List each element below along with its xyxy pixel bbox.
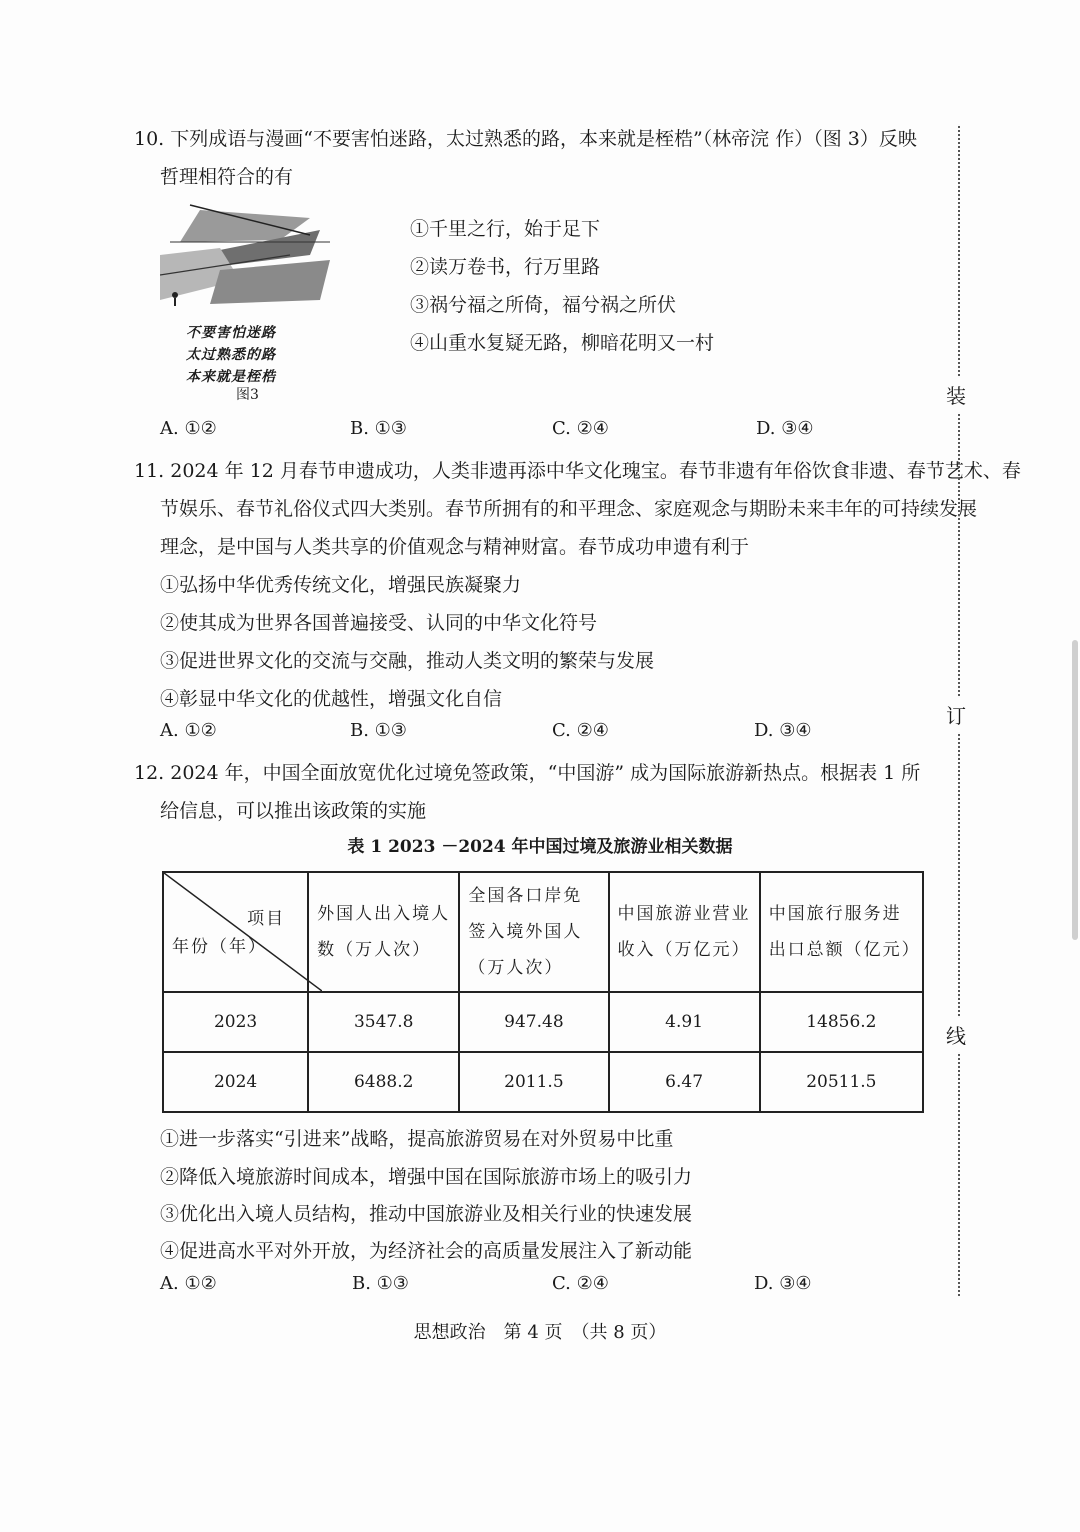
q12-item-3: ③优化出入境人员结构，推动中国旅游业及相关行业的快速发展: [160, 1203, 693, 1225]
q10-stem-line1: 10. 下列成语与漫画“不要害怕迷路，太过熟悉的路，本来就是桎梏”（林帝浣 作）（图 3）反映: [134, 128, 917, 150]
q11-stem-line2: 节娱乐、春节礼俗仪式四大类别。春节所拥有的和平理念、家庭观念与期盼未来丰年的可持续发展: [160, 498, 978, 520]
q12-option-a[interactable]: A. ①②: [160, 1273, 217, 1294]
q11-option-d[interactable]: D. ③④: [754, 720, 812, 741]
table-cell: 3547.8: [308, 992, 459, 1052]
cartoon-caption-3: 本来就是桎梏: [186, 369, 276, 385]
data-table: [162, 871, 924, 1113]
q11-item-3: ③促进世界文化的交流与交融，推动人类文明的繁荣与发展: [160, 650, 655, 672]
q11-item-4: ④彰显中华文化的优越性，增强文化自信: [160, 688, 503, 710]
q12-stem-line2: 给信息，可以推出该政策的实施: [160, 800, 427, 822]
table-cell: 2011.5: [459, 1052, 608, 1112]
table-cell: 4.91: [609, 992, 760, 1052]
q10-options: [160, 418, 860, 448]
q12-option-d[interactable]: D. ③④: [754, 1273, 812, 1294]
page-footer: 思想政治 第 4 页 （共 8 页）: [413, 1322, 667, 1343]
q10-option-d[interactable]: D. ③④: [756, 418, 814, 439]
cartoon-caption-2: 太过熟悉的路: [186, 347, 276, 363]
binding-char-ding: 订: [946, 696, 966, 733]
q12-item-1: ①进一步落实“引进来”战略，提高旅游贸易在对外贸易中比重: [160, 1128, 674, 1150]
q11-option-b[interactable]: B. ①③: [350, 720, 407, 741]
table-row: [163, 992, 923, 1052]
table-cell-year: 2023: [163, 992, 308, 1052]
table-cell: 14856.2: [760, 992, 923, 1052]
cartoon-caption-1: 不要害怕迷路: [186, 325, 276, 341]
q11-item-2: ②使其成为世界各国普遍接受、认同的中华文化符号: [160, 612, 598, 634]
q12-option-c[interactable]: C. ②④: [552, 1273, 609, 1294]
binding-char-xian: 线: [946, 1016, 966, 1053]
scrollbar[interactable]: [1072, 640, 1078, 940]
table-cell: 6488.2: [308, 1052, 459, 1112]
q11-stem-line1: 11. 2024 年 12 月春节申遗成功，人类非遗再添中华文化瑰宝。春节非遗有年俗饮食非遗、春节艺术、春: [134, 460, 1021, 482]
q12-item-2: ②降低入境旅游时间成本，增强中国在国际旅游市场上的吸引力: [160, 1166, 693, 1188]
table-header-cell: 外国人出入境人数（万人次）: [308, 872, 459, 992]
table-row: [163, 1052, 923, 1112]
q12-item-4: ④促进高水平对外开放，为经济社会的高质量发展注入了新动能: [160, 1240, 693, 1262]
q10-item-1: ①千里之行，始于足下: [410, 218, 601, 240]
q10-option-a[interactable]: A. ①②: [160, 418, 217, 439]
corner-label-item: 项目: [247, 909, 286, 929]
q11-stem-line3: 理念，是中国与人类共享的价值观念与精神财富。春节成功申遗有利于: [160, 536, 750, 558]
table-cell: 947.48: [459, 992, 608, 1052]
table-header-cell: 全国各口岸免签入境外国人（万人次）: [459, 872, 608, 992]
q12-stem-line1: 12. 2024 年，中国全面放宽优化过境免签政策，“中国游” 成为国际旅游新热点。根据表 1 所: [134, 762, 921, 784]
table-cell: 20511.5: [760, 1052, 923, 1112]
q10-item-4: ④山重水复疑无路，柳暗花明又一村: [410, 332, 715, 354]
q10-item-2: ②读万卷书，行万里路: [410, 256, 601, 278]
q10-option-b[interactable]: B. ①③: [350, 418, 407, 439]
q10-stem-line2: 哲理相符合的有: [160, 166, 294, 188]
table-header-cell: 中国旅行服务进出口总额（亿元）: [760, 872, 923, 992]
q12-options: [160, 1273, 860, 1303]
binding-char-zhuang: 装: [946, 376, 966, 413]
q11-options: [160, 720, 860, 750]
q11-option-c[interactable]: C. ②④: [552, 720, 609, 741]
figure-label: 图3: [236, 387, 259, 403]
cartoon-drawing-icon: [160, 200, 336, 310]
q10-option-c[interactable]: C. ②④: [552, 418, 609, 439]
q10-item-3: ③祸兮福之所倚，福兮祸之所伏: [410, 294, 677, 316]
table-title: 表 1 2023 －2024 年中国过境及旅游业相关数据: [347, 837, 733, 857]
q11-option-a[interactable]: A. ①②: [160, 720, 217, 741]
corner-label-year: 年份（年）: [172, 937, 267, 957]
q12-option-b[interactable]: B. ①③: [352, 1273, 409, 1294]
table-cell: 6.47: [609, 1052, 760, 1112]
table-corner-cell: [163, 872, 308, 992]
table-header-cell: 中国旅游业营业收入（万亿元）: [609, 872, 760, 992]
table-cell-year: 2024: [163, 1052, 308, 1112]
q11-item-1: ①弘扬中华优秀传统文化，增强民族凝聚力: [160, 574, 522, 596]
table-header-row: [163, 872, 923, 992]
